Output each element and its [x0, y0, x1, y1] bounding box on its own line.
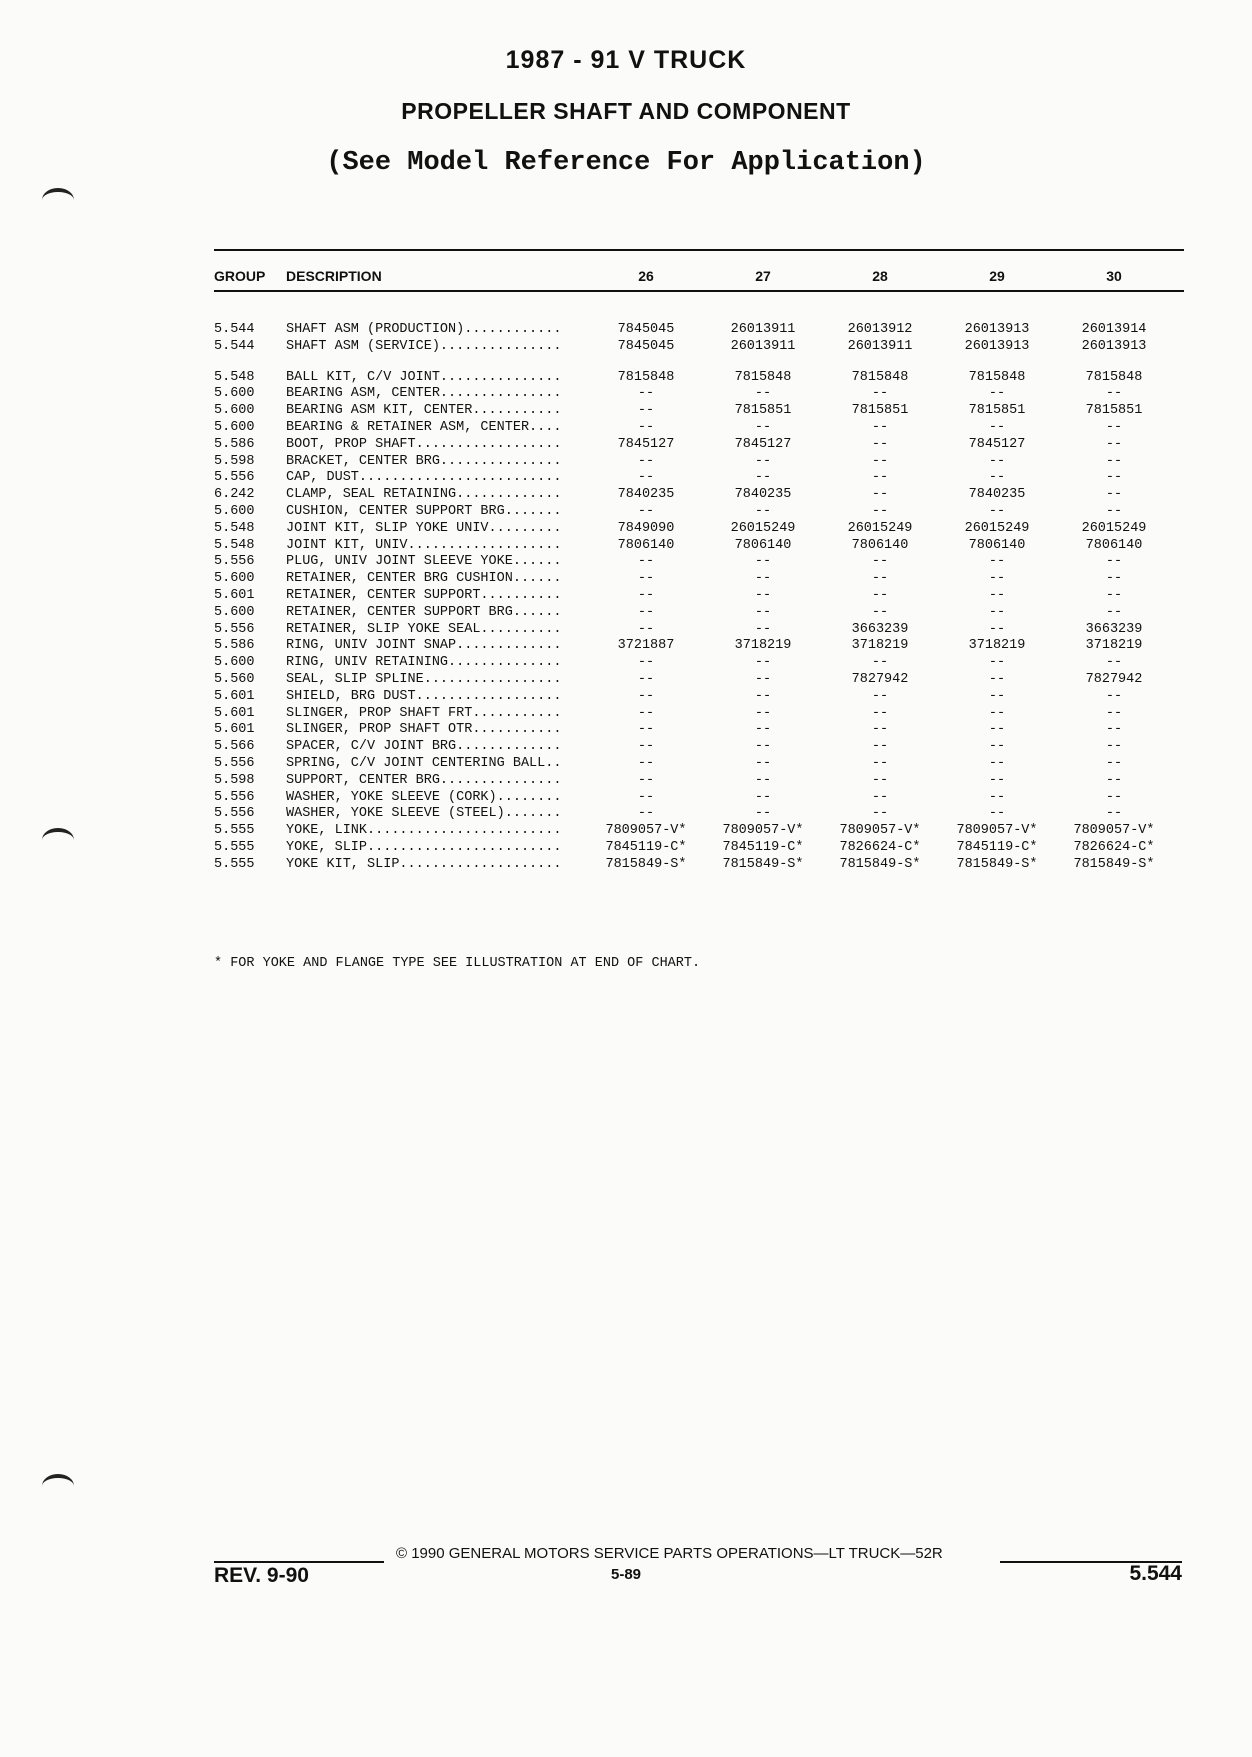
- part-number-cell: --: [754, 470, 772, 486]
- table-row: [0, 654, 1252, 671]
- table-row: [0, 436, 1252, 453]
- part-number-cell: --: [637, 588, 655, 603]
- part-number-cell: --: [871, 571, 889, 587]
- description-cell: SHAFT ASM (SERVICE)...............: [286, 338, 562, 354]
- part-number-cell: 7849090: [617, 520, 675, 536]
- description-cell: CUSHION, CENTER SUPPORT BRG.......: [286, 504, 562, 519]
- part-number-cell: 26013914: [1081, 322, 1147, 337]
- group-cell: 5.560: [214, 672, 255, 687]
- part-number-cell: --: [637, 453, 655, 469]
- part-number-cell: --: [988, 420, 1006, 435]
- part-number-cell: --: [754, 722, 772, 738]
- part-number-cell: --: [754, 386, 772, 402]
- part-number-cell: --: [1105, 436, 1123, 452]
- part-number-cell: --: [754, 420, 772, 435]
- part-number-cell: 3718219: [851, 638, 909, 654]
- description-cell: RING, UNIV JOINT SNAP.............: [286, 638, 562, 654]
- column-header-26: 26: [638, 268, 654, 284]
- part-number-cell: 7815851: [1085, 403, 1143, 419]
- part-number-cell: --: [988, 386, 1006, 402]
- part-number-cell: --: [637, 672, 655, 687]
- part-number-cell: --: [637, 386, 655, 402]
- part-number-cell: --: [871, 436, 889, 452]
- part-number-cell: --: [1105, 604, 1123, 620]
- part-number-cell: 26015249: [964, 520, 1030, 536]
- table-row: [0, 772, 1252, 789]
- description-cell: RING, UNIV RETAINING..............: [286, 655, 562, 671]
- part-number-cell: --: [754, 806, 772, 822]
- part-number-cell: 7806140: [1085, 537, 1143, 553]
- part-number-cell: --: [1105, 470, 1123, 486]
- table-row: [0, 453, 1252, 470]
- part-number-cell: --: [871, 386, 889, 402]
- part-number-cell: 7815849-S*: [956, 856, 1038, 872]
- table-row: [0, 402, 1252, 419]
- description-cell: SEAL, SLIP SPLINE.................: [286, 672, 562, 687]
- table-row: [0, 604, 1252, 621]
- group-cell: 5.600: [214, 420, 255, 435]
- part-number-cell: --: [637, 554, 655, 570]
- part-number-cell: 26013913: [964, 322, 1030, 337]
- part-number-cell: 7809057-V*: [1073, 823, 1155, 839]
- part-number-cell: 7815849-S*: [839, 856, 921, 872]
- description-cell: BRACKET, CENTER BRG...............: [286, 453, 562, 469]
- table-row: [0, 537, 1252, 554]
- part-number-cell: --: [1105, 705, 1123, 721]
- description-cell: RETAINER, SLIP YOKE SEAL..........: [286, 621, 562, 637]
- table-row: [0, 789, 1252, 806]
- part-number-cell: 7845119-C*: [956, 840, 1038, 855]
- part-number-cell: --: [1105, 420, 1123, 435]
- table-row: [0, 338, 1252, 355]
- part-number-cell: --: [1105, 571, 1123, 587]
- table-row: [0, 570, 1252, 587]
- part-number-cell: 7815848: [968, 369, 1026, 385]
- part-number-cell: --: [988, 672, 1006, 687]
- part-number-cell: --: [988, 453, 1006, 469]
- part-number-cell: 26013912: [847, 322, 913, 337]
- description-cell: BALL KIT, C/V JOINT...............: [286, 369, 562, 385]
- table-row: [0, 369, 1252, 386]
- table-row: [0, 705, 1252, 722]
- part-number-cell: --: [871, 739, 889, 755]
- part-number-cell: --: [754, 655, 772, 671]
- part-number-cell: --: [988, 705, 1006, 721]
- part-number-cell: 3663239: [1085, 621, 1143, 637]
- table-row: [0, 671, 1252, 688]
- part-number-cell: 7827942: [851, 672, 909, 687]
- table-row: [0, 587, 1252, 604]
- group-cell: 5.598: [214, 772, 255, 788]
- part-number-cell: --: [637, 571, 655, 587]
- part-number-cell: 7845127: [734, 436, 792, 452]
- part-number-cell: 26015249: [847, 520, 913, 536]
- part-number-cell: --: [754, 705, 772, 721]
- part-number-cell: 7845127: [617, 436, 675, 452]
- part-number-cell: --: [637, 604, 655, 620]
- part-number-cell: --: [1105, 386, 1123, 402]
- footer-rule-left: [214, 1561, 384, 1563]
- part-number-cell: --: [871, 705, 889, 721]
- group-cell: 5.544: [214, 338, 255, 354]
- description-cell: CAP, DUST.........................: [286, 470, 562, 486]
- part-number-cell: --: [754, 604, 772, 620]
- description-cell: SLINGER, PROP SHAFT FRT...........: [286, 705, 562, 721]
- table-row: [0, 553, 1252, 570]
- table-row: [0, 738, 1252, 755]
- part-number-cell: 26013911: [730, 338, 796, 354]
- description-cell: RETAINER, CENTER SUPPORT BRG......: [286, 604, 562, 620]
- table-row: [0, 503, 1252, 520]
- table-row: [0, 621, 1252, 638]
- part-number-cell: 7815849-S*: [1073, 856, 1155, 872]
- table-row: [0, 856, 1252, 873]
- part-number-cell: --: [988, 756, 1006, 771]
- table-row: [0, 469, 1252, 486]
- table-row: [0, 822, 1252, 839]
- table-header-rule: [214, 290, 1184, 292]
- part-number-cell: --: [637, 806, 655, 822]
- revision-label: REV. 9-90: [214, 1564, 309, 1587]
- part-number-cell: 7809057-V*: [722, 823, 804, 839]
- group-cell: 5.600: [214, 571, 255, 587]
- part-number-cell: --: [1105, 722, 1123, 738]
- part-number-cell: --: [754, 504, 772, 519]
- part-number-cell: --: [637, 470, 655, 486]
- part-number-cell: 7826624-C*: [839, 840, 921, 855]
- group-cell: 5.566: [214, 739, 255, 755]
- part-number-cell: 7845119-C*: [605, 840, 687, 855]
- part-number-cell: --: [1105, 588, 1123, 603]
- part-number-cell: --: [1105, 504, 1123, 519]
- binder-hole-mark: [42, 1474, 74, 1486]
- description-cell: WASHER, YOKE SLEEVE (STEEL).......: [286, 806, 562, 822]
- table-row: [0, 637, 1252, 654]
- part-number-cell: 7809057-V*: [605, 823, 687, 839]
- group-cell: 5.556: [214, 554, 255, 570]
- part-number-cell: 26013911: [730, 322, 796, 337]
- table-row: [0, 385, 1252, 402]
- group-cell: 5.598: [214, 453, 255, 469]
- part-number-cell: 7809057-V*: [956, 823, 1038, 839]
- part-number-cell: 7806140: [851, 537, 909, 553]
- part-number-cell: --: [871, 806, 889, 822]
- part-number-cell: 7815851: [968, 403, 1026, 419]
- column-header-28: 28: [872, 268, 888, 284]
- part-number-cell: --: [754, 672, 772, 687]
- description-cell: SPRING, C/V JOINT CENTERING BALL..: [286, 756, 562, 771]
- description-cell: WASHER, YOKE SLEEVE (CORK)........: [286, 789, 562, 805]
- part-number-cell: --: [637, 655, 655, 671]
- part-number-cell: 7845045: [617, 322, 675, 337]
- description-cell: SLINGER, PROP SHAFT OTR...........: [286, 722, 562, 738]
- table-row: [0, 486, 1252, 503]
- group-cell: 5.556: [214, 789, 255, 805]
- part-number-cell: 7815848: [1085, 369, 1143, 385]
- column-header-30: 30: [1106, 268, 1122, 284]
- part-number-cell: --: [1105, 453, 1123, 469]
- part-number-cell: --: [988, 655, 1006, 671]
- part-number-cell: --: [637, 739, 655, 755]
- part-number-cell: 7815851: [851, 403, 909, 419]
- table-row: [0, 721, 1252, 738]
- description-cell: YOKE, SLIP........................: [286, 840, 562, 855]
- part-number-cell: --: [988, 722, 1006, 738]
- part-number-cell: --: [871, 453, 889, 469]
- group-cell: 5.600: [214, 504, 255, 519]
- binder-hole-mark: [42, 188, 74, 200]
- part-number-cell: 7806140: [617, 537, 675, 553]
- footnote: * FOR YOKE AND FLANGE TYPE SEE ILLUSTRATION AT END OF CHART.: [214, 956, 701, 971]
- part-number-cell: --: [871, 420, 889, 435]
- part-number-cell: --: [754, 453, 772, 469]
- part-number-cell: --: [988, 772, 1006, 788]
- group-cell: 5.556: [214, 470, 255, 486]
- application-note: (See Model Reference For Application): [326, 148, 926, 178]
- part-number-cell: --: [871, 789, 889, 805]
- part-number-cell: --: [1105, 772, 1123, 788]
- part-number-cell: --: [1105, 756, 1123, 771]
- group-cell: 5.601: [214, 688, 255, 704]
- group-cell: 5.556: [214, 806, 255, 822]
- copyright-text: © 1990 GENERAL MOTORS SERVICE PARTS OPERATIONS—LT TRUCK—52R: [396, 1545, 943, 1562]
- part-number-cell: --: [871, 487, 889, 503]
- group-cell: 5.600: [214, 604, 255, 620]
- part-number-cell: --: [637, 504, 655, 519]
- part-number-cell: 26013913: [1081, 338, 1147, 354]
- part-number-cell: 7827942: [1085, 672, 1143, 687]
- table-row: [0, 839, 1252, 856]
- table-row: [0, 520, 1252, 537]
- part-number-cell: --: [871, 588, 889, 603]
- part-number-cell: 7826624-C*: [1073, 840, 1155, 855]
- part-number-cell: --: [988, 806, 1006, 822]
- part-number-cell: 3718219: [968, 638, 1026, 654]
- group-cell: 5.555: [214, 856, 255, 872]
- part-number-cell: 3721887: [617, 638, 675, 654]
- group-cell: 5.548: [214, 520, 255, 536]
- part-number-cell: --: [637, 772, 655, 788]
- part-number-cell: --: [871, 722, 889, 738]
- description-cell: YOKE, LINK........................: [286, 823, 562, 839]
- column-header-27: 27: [755, 268, 771, 284]
- description-cell: JOINT KIT, SLIP YOKE UNIV.........: [286, 520, 562, 536]
- group-cell: 5.555: [214, 840, 255, 855]
- column-header-description: DESCRIPTION: [286, 268, 382, 284]
- column-header-group: GROUP: [214, 268, 266, 284]
- part-number-cell: --: [637, 705, 655, 721]
- part-number-cell: 7845119-C*: [722, 840, 804, 855]
- part-number-cell: --: [1105, 789, 1123, 805]
- group-cell: 5.556: [214, 756, 255, 771]
- group-cell: 6.242: [214, 487, 255, 503]
- part-number-cell: --: [871, 772, 889, 788]
- part-number-cell: 7840235: [734, 487, 792, 503]
- part-number-cell: --: [988, 604, 1006, 620]
- description-cell: BEARING & RETAINER ASM, CENTER....: [286, 420, 562, 435]
- group-cell: 5.601: [214, 722, 255, 738]
- part-number-cell: --: [637, 789, 655, 805]
- column-header-29: 29: [989, 268, 1005, 284]
- part-number-cell: --: [988, 588, 1006, 603]
- part-number-cell: 3718219: [1085, 638, 1143, 654]
- part-number-cell: 7815851: [734, 403, 792, 419]
- part-number-cell: --: [637, 756, 655, 771]
- part-number-cell: --: [988, 621, 1006, 637]
- part-number-cell: 7840235: [617, 487, 675, 503]
- group-cell: 5.586: [214, 638, 255, 654]
- part-number-cell: 7815848: [734, 369, 792, 385]
- part-number-cell: --: [988, 571, 1006, 587]
- part-number-cell: --: [988, 554, 1006, 570]
- part-number-cell: 7806140: [968, 537, 1026, 553]
- part-number-cell: 26013911: [847, 338, 913, 354]
- table-row: [0, 321, 1252, 338]
- part-number-cell: --: [988, 504, 1006, 519]
- part-number-cell: --: [1105, 655, 1123, 671]
- part-number-cell: --: [988, 789, 1006, 805]
- group-cell: 5.555: [214, 823, 255, 839]
- part-number-cell: --: [1105, 487, 1123, 503]
- description-cell: CLAMP, SEAL RETAINING.............: [286, 487, 562, 503]
- part-number-cell: --: [1105, 739, 1123, 755]
- section-number: 5.544: [1129, 1562, 1182, 1585]
- part-number-cell: 3718219: [734, 638, 792, 654]
- part-number-cell: --: [871, 604, 889, 620]
- part-number-cell: 7815849-S*: [722, 856, 804, 872]
- description-cell: BEARING ASM KIT, CENTER...........: [286, 403, 562, 419]
- group-cell: 5.548: [214, 537, 255, 553]
- part-number-cell: --: [754, 756, 772, 771]
- part-number-cell: --: [871, 554, 889, 570]
- part-number-cell: --: [754, 621, 772, 637]
- part-number-cell: 7806140: [734, 537, 792, 553]
- part-number-cell: --: [754, 588, 772, 603]
- part-number-cell: --: [637, 722, 655, 738]
- part-number-cell: 7845045: [617, 338, 675, 354]
- part-number-cell: --: [871, 655, 889, 671]
- part-number-cell: 7809057-V*: [839, 823, 921, 839]
- part-number-cell: 7815848: [617, 369, 675, 385]
- table-top-rule: [214, 249, 1184, 251]
- description-cell: SHIELD, BRG DUST..................: [286, 688, 562, 704]
- page-number: 5-89: [610, 1566, 642, 1583]
- part-number-cell: --: [871, 756, 889, 771]
- group-cell: 5.600: [214, 386, 255, 402]
- part-number-cell: 3663239: [851, 621, 909, 637]
- part-number-cell: 7815848: [851, 369, 909, 385]
- part-number-cell: --: [754, 688, 772, 704]
- part-number-cell: 7845127: [968, 436, 1026, 452]
- page-subtitle: PROPELLER SHAFT AND COMPONENT: [401, 98, 851, 124]
- part-number-cell: --: [871, 470, 889, 486]
- part-number-cell: --: [871, 504, 889, 519]
- description-cell: SHAFT ASM (PRODUCTION)............: [286, 322, 562, 337]
- part-number-cell: --: [637, 403, 655, 419]
- description-cell: RETAINER, CENTER SUPPORT..........: [286, 588, 562, 603]
- group-cell: 5.586: [214, 436, 255, 452]
- group-cell: 5.548: [214, 369, 255, 385]
- group-cell: 5.600: [214, 403, 255, 419]
- part-number-cell: 7815849-S*: [605, 856, 687, 872]
- description-cell: JOINT KIT, UNIV...................: [286, 537, 562, 553]
- part-number-cell: --: [1105, 806, 1123, 822]
- part-number-cell: 7840235: [968, 487, 1026, 503]
- page-title: 1987 - 91 V TRUCK: [505, 46, 747, 74]
- description-cell: BEARING ASM, CENTER...............: [286, 386, 562, 402]
- part-number-cell: --: [988, 688, 1006, 704]
- part-number-cell: 26015249: [730, 520, 796, 536]
- part-number-cell: --: [988, 739, 1006, 755]
- part-number-cell: 26015249: [1081, 520, 1147, 536]
- table-row: [0, 805, 1252, 822]
- part-number-cell: --: [1105, 554, 1123, 570]
- description-cell: SUPPORT, CENTER BRG...............: [286, 772, 562, 788]
- table-row: [0, 755, 1252, 772]
- description-cell: YOKE KIT, SLIP....................: [286, 856, 562, 872]
- part-number-cell: --: [754, 789, 772, 805]
- part-number-cell: --: [637, 621, 655, 637]
- description-cell: SPACER, C/V JOINT BRG.............: [286, 739, 562, 755]
- group-cell: 5.601: [214, 588, 255, 603]
- part-number-cell: --: [754, 554, 772, 570]
- description-cell: BOOT, PROP SHAFT..................: [286, 436, 562, 452]
- table-row: [0, 419, 1252, 436]
- group-cell: 5.601: [214, 705, 255, 721]
- description-cell: PLUG, UNIV JOINT SLEEVE YOKE......: [286, 554, 562, 570]
- part-number-cell: --: [988, 470, 1006, 486]
- part-number-cell: --: [1105, 688, 1123, 704]
- description-cell: RETAINER, CENTER BRG CUSHION......: [286, 571, 562, 587]
- group-cell: 5.544: [214, 322, 255, 337]
- part-number-cell: --: [871, 688, 889, 704]
- part-number-cell: --: [637, 420, 655, 435]
- part-number-cell: --: [754, 739, 772, 755]
- part-number-cell: --: [754, 772, 772, 788]
- group-cell: 5.556: [214, 621, 255, 637]
- part-number-cell: --: [637, 688, 655, 704]
- part-number-cell: 26013913: [964, 338, 1030, 354]
- table-row: [0, 688, 1252, 705]
- group-cell: 5.600: [214, 655, 255, 671]
- part-number-cell: --: [754, 571, 772, 587]
